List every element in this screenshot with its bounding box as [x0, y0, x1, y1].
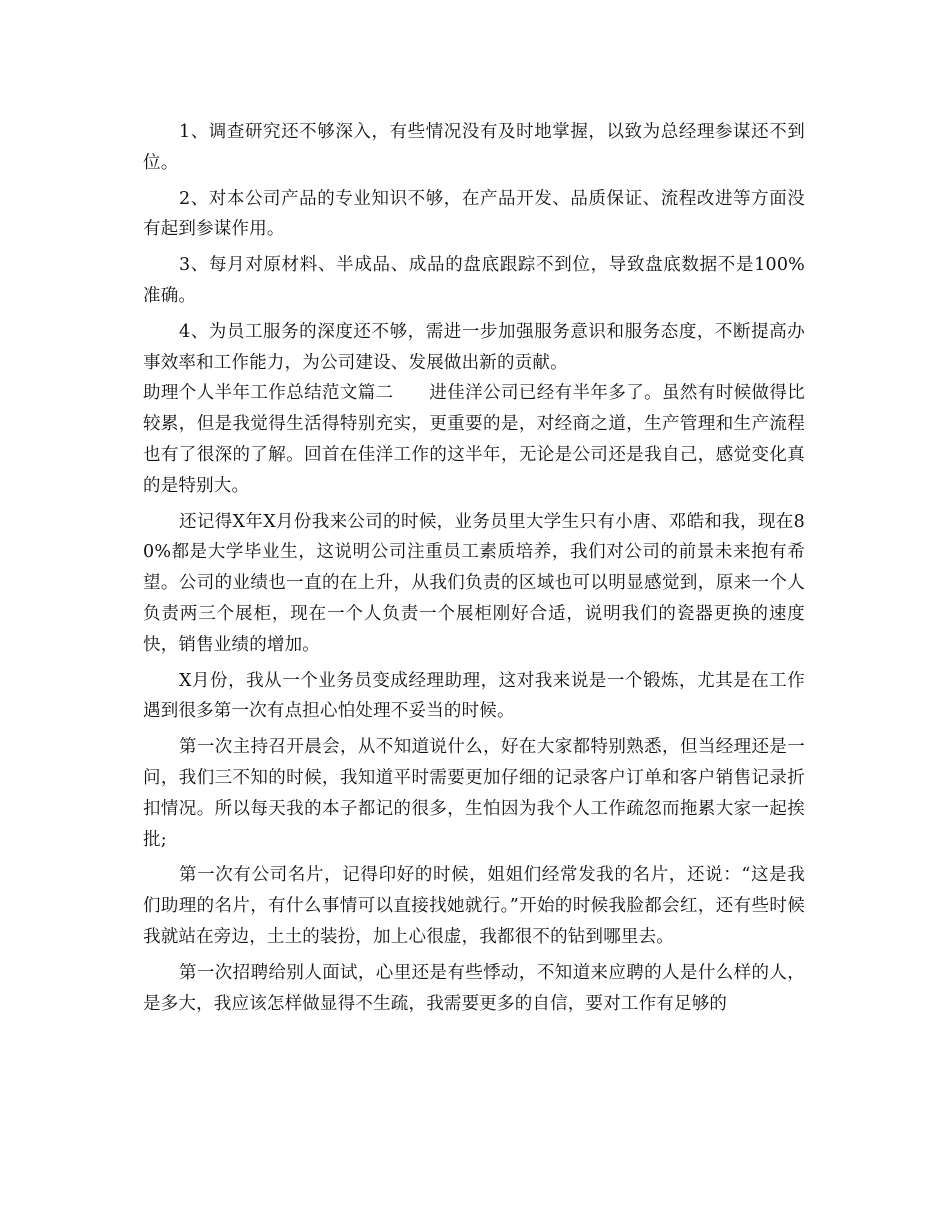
- section-heading-paragraph: 助理个人半年工作总结范文篇二 进佳洋公司已经有半年多了。虽然有时候做得比较累，但是我觉得生活得特别充实，更重要的是，对经商之道，生产管理和生产流程也有了很深的了解。回首在佳洋工作的这半年，无论是公司还是我自己，感觉变化真的是特别大。: [143, 383, 805, 496]
- paragraph-item-2: 2、对本公司产品的专业知识不够，在产品开发、品质保证、流程改进等方面没有起到参谋作用。: [143, 188, 805, 240]
- paragraph-first-business-card: 第一次有公司名片，记得印好的时候，姐姐们经常发我的名片，还说：“这是我们助理的名片，有什么事情可以直接找她就行。”开始的时候我脸都会红，还有些时候我就站在旁边，土土的装扮，加上心很虚，我都很不的钻到哪里去。: [143, 865, 805, 947]
- paragraph-item-1: 1、调查研究还不够深入，有些情况没有及时地掌握，以致为总经理参谋还不到位。: [143, 122, 805, 173]
- paragraph-promotion: X月份，我从一个业务员变成经理助理，这对我来说是一个锻炼，尤其是在工作遇到很多第一次有点担心怕处理不妥当的时候。: [143, 670, 805, 722]
- paragraph-item-4: 4、为员工服务的深度还不够，需进一步加强服务意识和服务态度，不断提高办事效率和工作能力，为公司建设、发展做出新的贡献。: [143, 321, 805, 373]
- paragraph-recall: 还记得X年X月份我来公司的时候，业务员里大学生只有小唐、邓皓和我，现在80%都是大学毕业生，这说明公司注重员工素质培养，我们对公司的前景未来抱有希望。公司的业绩也一直的在上升，从我们负责的区域也可以明显感觉到，原来一个人负责两三个展柜，现在一个人负责一个展柜刚好合适，说明我们的瓷器更换的速度快，销售业绩的增加。: [143, 511, 805, 655]
- paragraph-first-interview: 第一次招聘给别人面试，心里还是有些悸动，不知道来应聘的人是什么样的人，是多大，我应该怎样做显得不生疏，我需要更多的自信，要对工作有足够的: [143, 962, 805, 1014]
- paragraph-first-meeting: 第一次主持召开晨会，从不知道说什么，好在大家都特别熟悉，但当经理还是一问，我们三不知的时候，我知道平时需要更加仔细的记录客户订单和客户销售记录折扣情况。所以每天我的本子都记的很多，生怕因为我个人工作疏忽而拖累大家一起挨批;: [143, 737, 805, 850]
- document-body: [143, 117, 805, 1019]
- paragraph-item-3: 3、每月对原材料、半成品、成品的盘底跟踪不到位，导致盘底数据不是100%准确。: [143, 255, 805, 306]
